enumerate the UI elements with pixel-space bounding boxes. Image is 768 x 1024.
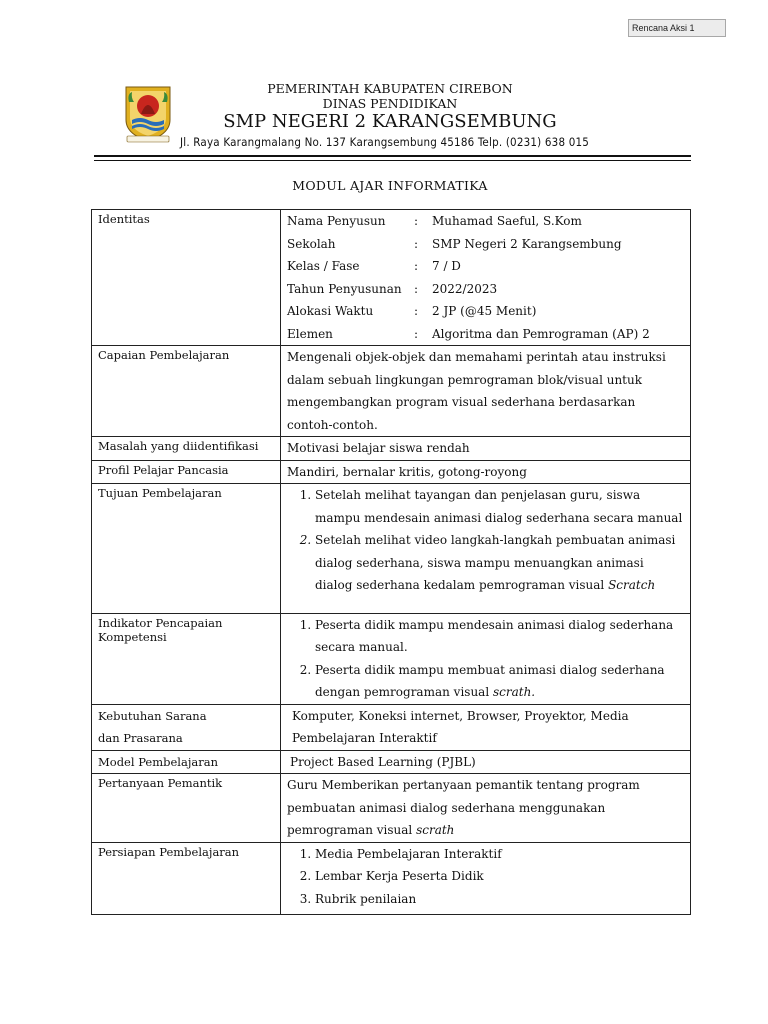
indikator-item-emphasis: scrath.: [492, 685, 536, 699]
label-pertanyaan: Pertanyaan Pemantik: [92, 774, 281, 843]
row-identitas: [92, 210, 691, 346]
indikator-list: [287, 614, 684, 704]
pertanyaan-text: Guru Memberikan pertanyaan pemantik tentang program pembuatan animasi dialog sederhana menggunakan pemrograman visual: [287, 778, 640, 837]
tujuan-cell: [281, 484, 691, 614]
persiapan-cell: [281, 842, 691, 915]
module-table: [91, 209, 691, 915]
identitas-key: Nama Penyusun: [287, 214, 386, 228]
persiapan-list: [287, 843, 684, 911]
masalah-text: Motivasi belajar siswa rendah: [281, 437, 691, 461]
label-tujuan: Tujuan Pembelajaran: [92, 484, 281, 614]
identitas-value: Muhamad Saeful, S.Kom: [432, 214, 582, 228]
list-item: [315, 659, 684, 704]
capaian-text: Mengenali objek-objek dan memahami perintah atau instruksi dalam sebuah lingkungan pemrograman blok/visual untuk mengembangkan program visual sederhana berdasarkan contoh-contoh.: [281, 346, 691, 437]
identitas-value: 2022/2023: [432, 281, 498, 296]
label-indikator: Indikator Pencapaian Kompetensi: [92, 613, 281, 704]
row-persiapan: [92, 842, 691, 915]
pertanyaan-cell: [281, 774, 691, 843]
identitas-sep: :: [414, 214, 419, 228]
identitas-sep: :: [414, 304, 419, 318]
identitas-key: Sekolah: [287, 236, 336, 251]
header-government: PEMERINTAH KABUPATEN CIREBON: [267, 81, 513, 96]
list-item: 2. Lembar Kerja Peserta Didik: [315, 865, 684, 888]
indikator-item-text: Peserta didik mampu mendesain animasi dialog sederhana secara manual.: [315, 617, 674, 654]
identitas-key: Tahun Penyusunan: [287, 281, 402, 296]
list-item: 3. Rubrik penilaian: [315, 888, 684, 911]
header-school-name: SMP NEGERI 2 KARANGSEMBUNG: [223, 111, 557, 132]
identitas-table: [287, 210, 684, 345]
identitas-key: Kelas / Fase: [287, 259, 360, 273]
identitas-value: SMP Negeri 2 Karangsembung: [432, 236, 622, 251]
list-item: [315, 614, 684, 659]
identitas-value: 2 JP (@45 Menit): [432, 304, 537, 318]
row-tujuan: [92, 484, 691, 614]
tujuan-item-emphasis: Scratch: [608, 578, 656, 592]
label-capaian: Capaian Pembelajaran: [92, 346, 281, 437]
identitas-key: Elemen: [287, 326, 333, 341]
identitas-sep: :: [414, 259, 419, 273]
document-title: MODUL AJAR INFORMATIKA: [292, 178, 488, 193]
label-kebutuhan: [92, 704, 281, 750]
list-item: [315, 529, 684, 597]
model-text: Project Based Learning (PJBL): [281, 750, 691, 774]
identitas-sep: :: [414, 281, 419, 296]
tujuan-item-text: Setelah melihat video langkah-langkah pembuatan animasi dialog sederhana, siswa mampu menuangkan animasi dialog sederhana kedalam pemrograman visual: [315, 533, 676, 592]
identitas-value: 7 / D: [432, 259, 461, 273]
label-identitas: Identitas: [92, 210, 281, 346]
header-address: Jl. Raya Karangmalang No. 137 Karangsembung 45186 Telp. (0231) 638 015: [180, 135, 590, 149]
kebutuhan-text: Komputer, Koneksi internet, Browser, Proyektor, Media Pembelajaran Interaktif: [281, 704, 691, 750]
header-department: DINAS PENDIDIKAN: [322, 96, 458, 111]
tujuan-item-text: Setelah melihat tayangan dan penjelasan guru, siswa mampu mendesain animasi dialog sederhana secara manual: [315, 488, 683, 525]
identitas-cell: [281, 210, 691, 346]
profil-text: Mandiri, bernalar kritis, gotong-royong: [281, 460, 691, 484]
indikator-item-text: Peserta didik mampu membuat animasi dialog sederhana dengan pemrograman visual: [315, 662, 665, 699]
row-capaian: [92, 346, 691, 437]
label-kebutuhan-line2: dan Prasarana: [98, 731, 183, 745]
identitas-sep: :: [414, 326, 419, 341]
identitas-key: Alokasi Waktu: [287, 304, 374, 318]
document-tag: Rencana Aksi 1: [628, 19, 726, 37]
row-masalah: [92, 437, 691, 461]
list-item: [315, 484, 684, 529]
row-indikator: [92, 613, 691, 704]
header-rule-thin: [94, 160, 691, 161]
label-model: Model Pembelajaran: [92, 750, 281, 774]
row-profil: [92, 460, 691, 484]
row-kebutuhan: [92, 704, 691, 750]
identitas-sep: :: [414, 236, 419, 251]
pertanyaan-emphasis: scrath: [416, 823, 455, 837]
identitas-value: Algoritma dan Pemrograman (AP) 2: [432, 326, 650, 341]
header-rule-thick: [94, 155, 691, 157]
label-persiapan: Persiapan Pembelajaran: [92, 842, 281, 915]
indikator-cell: [281, 613, 691, 704]
label-masalah: Masalah yang diidentifikasi: [92, 437, 281, 461]
label-profil: Profil Pelajar Pancasia: [92, 460, 281, 484]
tujuan-list: [287, 484, 684, 597]
row-model: [92, 750, 691, 774]
row-pertanyaan: [92, 774, 691, 843]
list-item: 1. Media Pembelajaran Interaktif: [315, 843, 684, 866]
label-kebutuhan-line1: Kebutuhan Sarana: [98, 708, 207, 723]
